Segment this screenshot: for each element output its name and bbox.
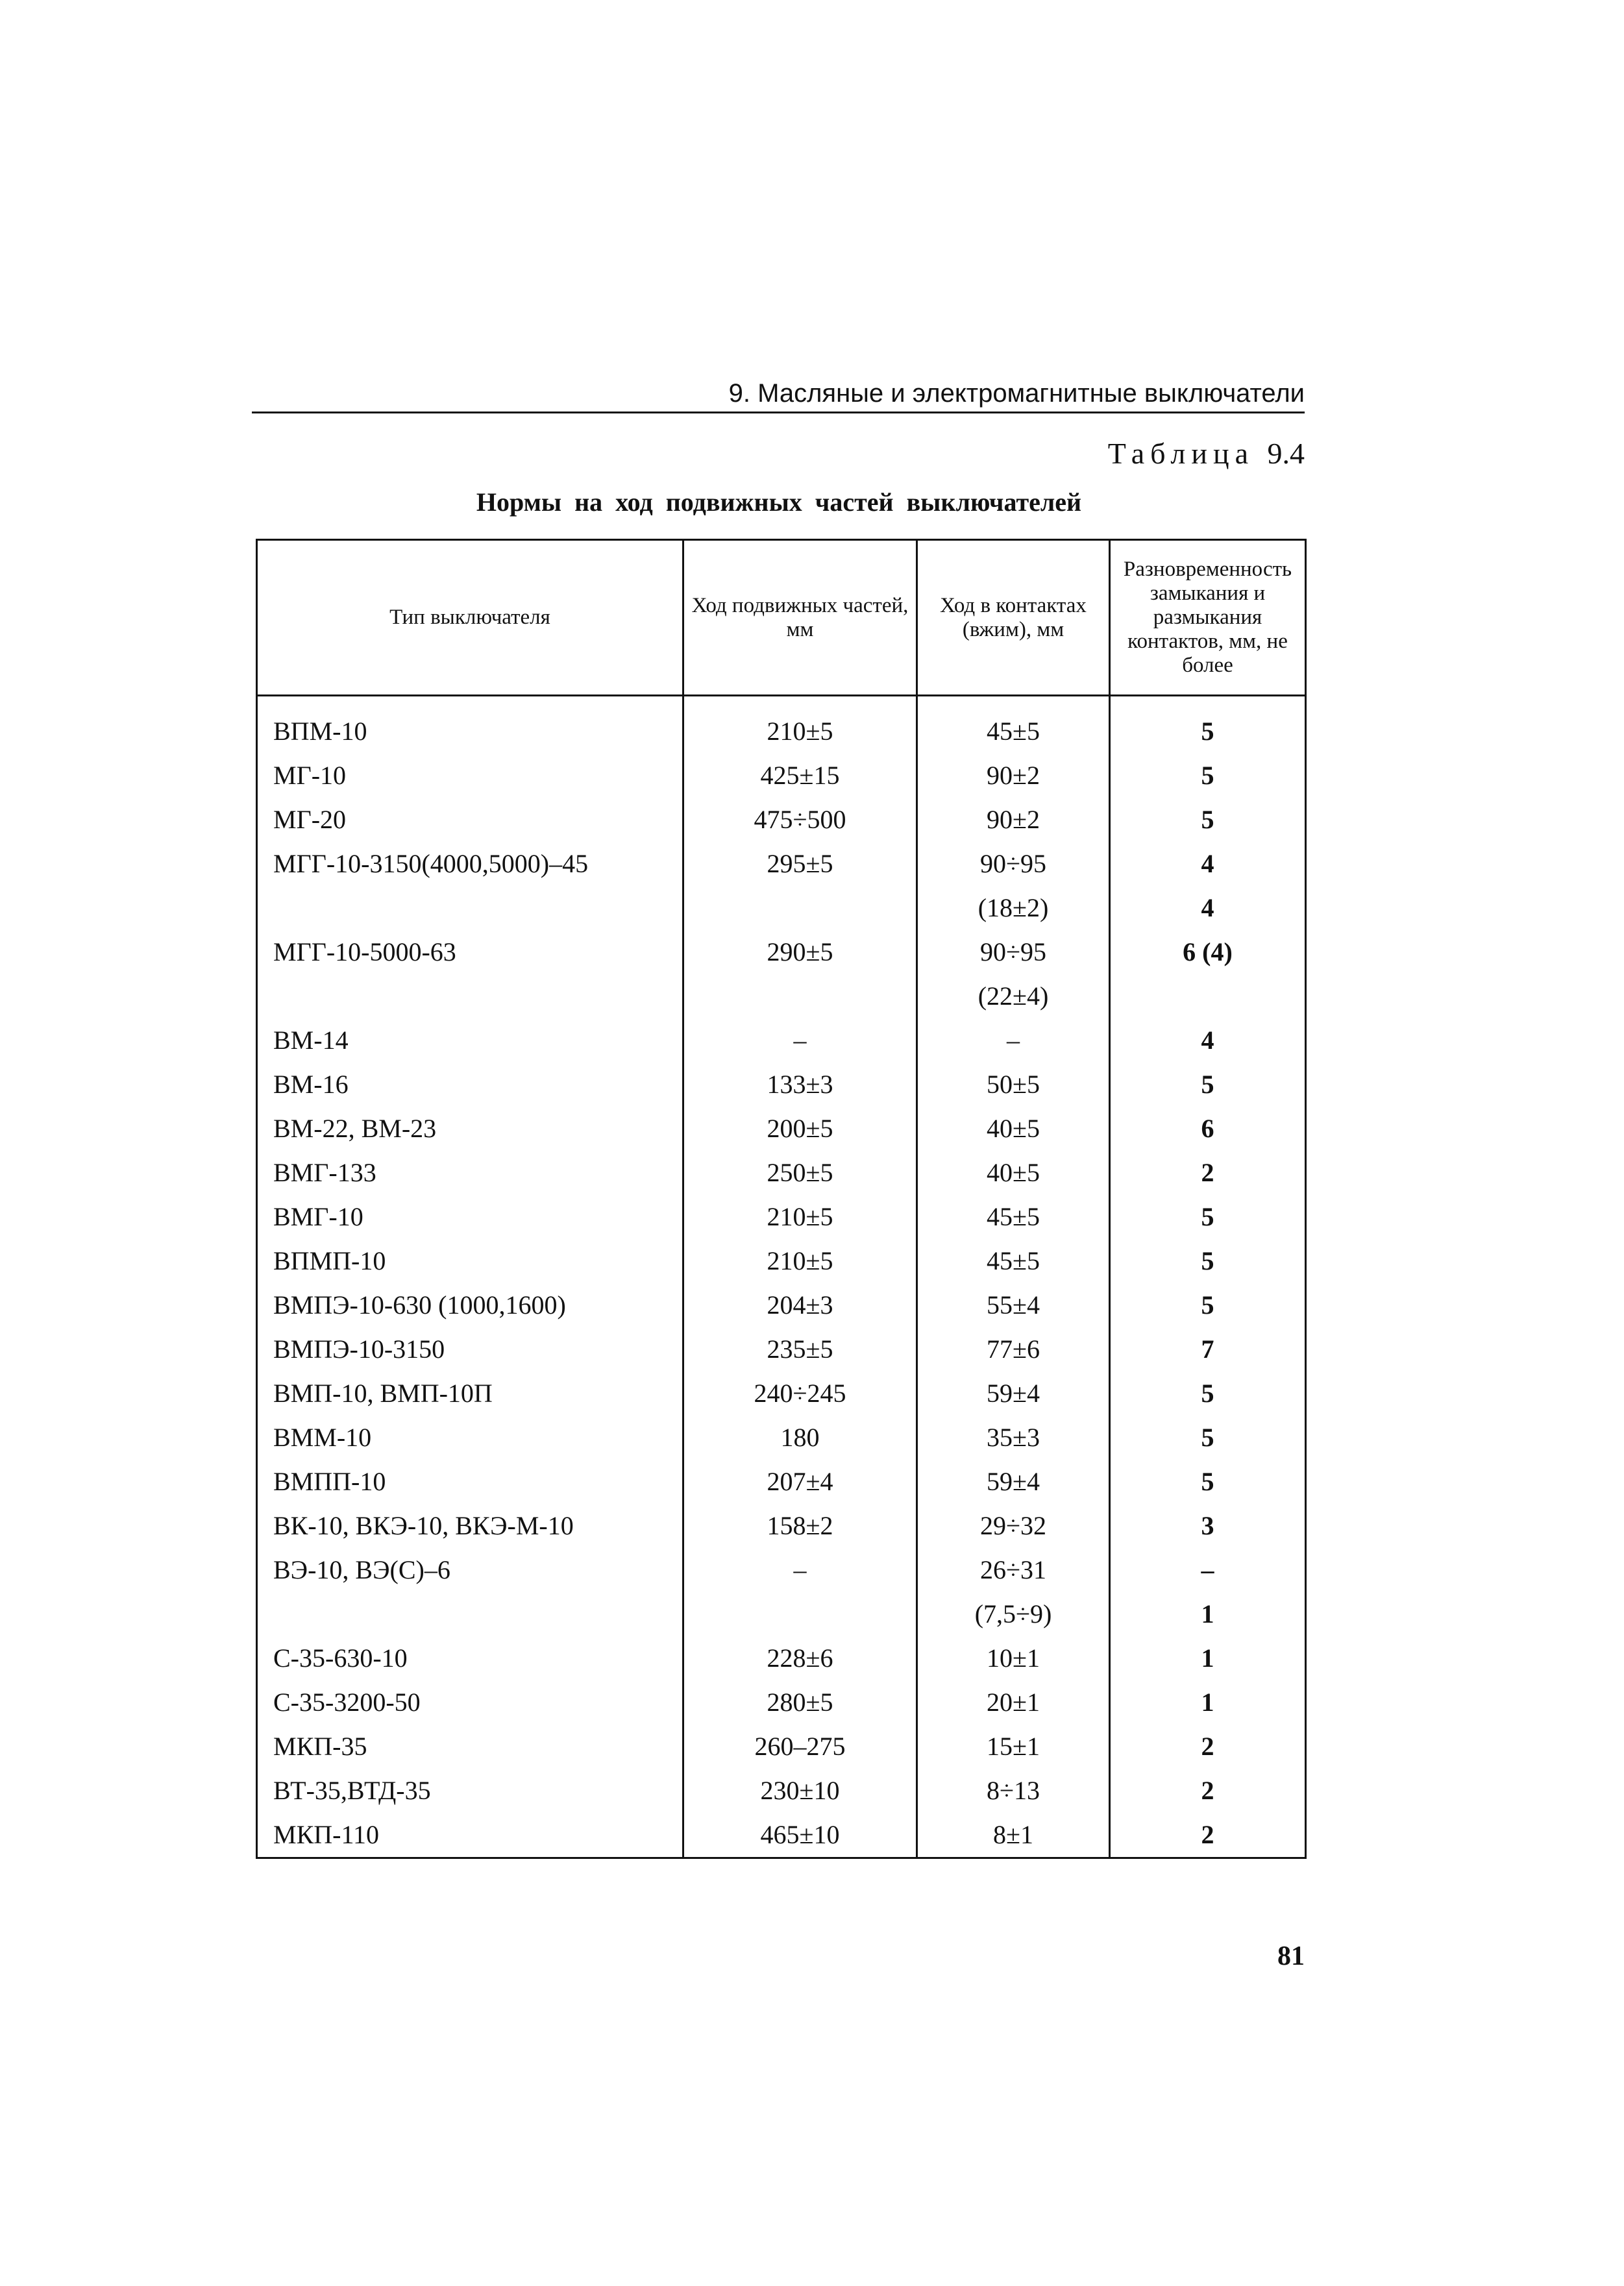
cell-moving-parts-stroke: 295±5 bbox=[683, 842, 917, 886]
cell-timing-difference: 2 bbox=[1110, 1725, 1306, 1769]
cell-moving-parts-stroke: – bbox=[683, 1548, 917, 1592]
cell-contact-stroke: 45±5 bbox=[917, 696, 1110, 754]
table-label bbox=[974, 436, 1305, 471]
cell-timing-difference: 5 bbox=[1110, 754, 1306, 798]
cell-contact-stroke: 29÷32 bbox=[917, 1504, 1110, 1548]
table-row bbox=[257, 842, 1306, 886]
cell-moving-parts-stroke: 260–275 bbox=[683, 1725, 917, 1769]
cell-contact-stroke: 40±5 bbox=[917, 1151, 1110, 1195]
table-body bbox=[257, 696, 1306, 1858]
cell-switch-type bbox=[257, 1592, 683, 1636]
cell-switch-type: ВМПЭ-10-630 (1000,1600) bbox=[257, 1283, 683, 1327]
cell-timing-difference: 5 bbox=[1110, 798, 1306, 842]
cell-timing-difference: 6 (4) bbox=[1110, 930, 1306, 974]
cell-switch-type: ВМ-14 bbox=[257, 1018, 683, 1063]
cell-timing-difference: 4 bbox=[1110, 1018, 1306, 1063]
table-row bbox=[257, 1416, 1306, 1460]
cell-moving-parts-stroke: 204±3 bbox=[683, 1283, 917, 1327]
cell-moving-parts-stroke: 207±4 bbox=[683, 1460, 917, 1504]
table-row bbox=[257, 1283, 1306, 1327]
cell-moving-parts-stroke: 425±15 bbox=[683, 754, 917, 798]
cell-switch-type bbox=[257, 974, 683, 1018]
cell-switch-type: ВМП-10, ВМП-10П bbox=[257, 1371, 683, 1416]
cell-contact-stroke: 20±1 bbox=[917, 1680, 1110, 1725]
cell-switch-type: ВМПП-10 bbox=[257, 1460, 683, 1504]
cell-timing-difference: 3 bbox=[1110, 1504, 1306, 1548]
table-row bbox=[257, 1151, 1306, 1195]
cell-contact-stroke: 50±5 bbox=[917, 1063, 1110, 1107]
cell-switch-type: С-35-630-10 bbox=[257, 1636, 683, 1680]
cell-switch-type: МГ-10 bbox=[257, 754, 683, 798]
cell-timing-difference: 1 bbox=[1110, 1592, 1306, 1636]
cell-moving-parts-stroke: 180 bbox=[683, 1416, 917, 1460]
table-row bbox=[257, 1548, 1306, 1592]
cell-contact-stroke: 90±2 bbox=[917, 754, 1110, 798]
cell-switch-type: МГГ-10-5000-63 bbox=[257, 930, 683, 974]
cell-timing-difference: 5 bbox=[1110, 1416, 1306, 1460]
table-header-row bbox=[257, 540, 1306, 696]
cell-moving-parts-stroke: 133±3 bbox=[683, 1063, 917, 1107]
cell-timing-difference bbox=[1110, 974, 1306, 1018]
cell-switch-type: ВМГ-133 bbox=[257, 1151, 683, 1195]
cell-moving-parts-stroke: 228±6 bbox=[683, 1636, 917, 1680]
table-row bbox=[257, 1063, 1306, 1107]
cell-moving-parts-stroke: 200±5 bbox=[683, 1107, 917, 1151]
cell-switch-type: ВМ-16 bbox=[257, 1063, 683, 1107]
cell-moving-parts-stroke bbox=[683, 886, 917, 930]
cell-moving-parts-stroke: 240÷245 bbox=[683, 1371, 917, 1416]
cell-moving-parts-stroke: 290±5 bbox=[683, 930, 917, 974]
cell-moving-parts-stroke: – bbox=[683, 1018, 917, 1063]
cell-moving-parts-stroke: 250±5 bbox=[683, 1151, 917, 1195]
cell-timing-difference: 5 bbox=[1110, 1063, 1306, 1107]
cell-switch-type: ВММ-10 bbox=[257, 1416, 683, 1460]
cell-switch-type: ВПМП-10 bbox=[257, 1239, 683, 1283]
cell-timing-difference: 2 bbox=[1110, 1813, 1306, 1858]
cell-contact-stroke: 55±4 bbox=[917, 1283, 1110, 1327]
cell-timing-difference: 6 bbox=[1110, 1107, 1306, 1151]
table-row bbox=[257, 1592, 1306, 1636]
cell-moving-parts-stroke: 465±10 bbox=[683, 1813, 917, 1858]
cell-contact-stroke: – bbox=[917, 1018, 1110, 1063]
header-contact-timing-difference: Разновременность замыкания и размыкания контактов, мм, не более bbox=[1110, 540, 1306, 696]
cell-timing-difference: 5 bbox=[1110, 1283, 1306, 1327]
cell-contact-stroke: 90÷95 bbox=[917, 842, 1110, 886]
cell-switch-type: МГ-20 bbox=[257, 798, 683, 842]
cell-timing-difference: 5 bbox=[1110, 1195, 1306, 1239]
cell-timing-difference: 7 bbox=[1110, 1327, 1306, 1371]
table-row bbox=[257, 1239, 1306, 1283]
table-caption: Нормы на ход подвижных частей выключателей bbox=[476, 487, 1082, 517]
cell-switch-type: ВМГ-10 bbox=[257, 1195, 683, 1239]
table-row bbox=[257, 1107, 1306, 1151]
cell-switch-type: ВПМ-10 bbox=[257, 696, 683, 754]
header-contact-stroke: Ход в контактах (вжим), мм bbox=[917, 540, 1110, 696]
table-row bbox=[257, 1018, 1306, 1063]
cell-timing-difference: 1 bbox=[1110, 1680, 1306, 1725]
running-head: 9. Масляные и электромагнитные выключатели bbox=[252, 378, 1305, 413]
cell-switch-type: МГГ-10-3150(4000,5000)–45 bbox=[257, 842, 683, 886]
cell-contact-stroke: 26÷31 bbox=[917, 1548, 1110, 1592]
cell-contact-stroke: 45±5 bbox=[917, 1195, 1110, 1239]
cell-contact-stroke: 8±1 bbox=[917, 1813, 1110, 1858]
cell-timing-difference: 4 bbox=[1110, 886, 1306, 930]
cell-moving-parts-stroke: 230±10 bbox=[683, 1769, 917, 1813]
cell-moving-parts-stroke: 210±5 bbox=[683, 1195, 917, 1239]
cell-contact-stroke: 35±3 bbox=[917, 1416, 1110, 1460]
cell-timing-difference: 2 bbox=[1110, 1151, 1306, 1195]
cell-switch-type: МКП-110 bbox=[257, 1813, 683, 1858]
cell-contact-stroke: 59±4 bbox=[917, 1460, 1110, 1504]
cell-contact-stroke: 90±2 bbox=[917, 798, 1110, 842]
cell-switch-type bbox=[257, 886, 683, 930]
table-row bbox=[257, 1813, 1306, 1858]
cell-contact-stroke: 77±6 bbox=[917, 1327, 1110, 1371]
page-number: 81 bbox=[1277, 1941, 1305, 1971]
table-row bbox=[257, 1725, 1306, 1769]
cell-moving-parts-stroke: 210±5 bbox=[683, 1239, 917, 1283]
cell-switch-type: ВМПЭ-10-3150 bbox=[257, 1327, 683, 1371]
cell-contact-stroke: (7,5÷9) bbox=[917, 1592, 1110, 1636]
cell-switch-type: ВТ-35,ВТД-35 bbox=[257, 1769, 683, 1813]
cell-moving-parts-stroke: 235±5 bbox=[683, 1327, 917, 1371]
cell-timing-difference: 4 bbox=[1110, 842, 1306, 886]
cell-timing-difference: 5 bbox=[1110, 1460, 1306, 1504]
cell-moving-parts-stroke: 210±5 bbox=[683, 696, 917, 754]
cell-contact-stroke: 15±1 bbox=[917, 1725, 1110, 1769]
cell-contact-stroke: 10±1 bbox=[917, 1636, 1110, 1680]
cell-moving-parts-stroke bbox=[683, 974, 917, 1018]
cell-timing-difference: – bbox=[1110, 1548, 1306, 1592]
table-row bbox=[257, 754, 1306, 798]
table-row bbox=[257, 1195, 1306, 1239]
cell-contact-stroke: 59±4 bbox=[917, 1371, 1110, 1416]
cell-switch-type: С-35-3200-50 bbox=[257, 1680, 683, 1725]
header-switch-type: Тип выключателя bbox=[257, 540, 683, 696]
cell-moving-parts-stroke: 158±2 bbox=[683, 1504, 917, 1548]
cell-moving-parts-stroke: 475÷500 bbox=[683, 798, 917, 842]
table-row bbox=[257, 1327, 1306, 1371]
cell-contact-stroke: (18±2) bbox=[917, 886, 1110, 930]
cell-contact-stroke: 90÷95 bbox=[917, 930, 1110, 974]
cell-contact-stroke: 8÷13 bbox=[917, 1769, 1110, 1813]
cell-moving-parts-stroke: 280±5 bbox=[683, 1680, 917, 1725]
table-row bbox=[257, 930, 1306, 974]
header-moving-parts-stroke: Ход подвижных частей, мм bbox=[683, 540, 917, 696]
table-row bbox=[257, 696, 1306, 754]
table-row bbox=[257, 1460, 1306, 1504]
cell-switch-type: МКП-35 bbox=[257, 1725, 683, 1769]
table-row bbox=[257, 1636, 1306, 1680]
cell-timing-difference: 5 bbox=[1110, 696, 1306, 754]
cell-switch-type: ВМ-22, ВМ-23 bbox=[257, 1107, 683, 1151]
cell-moving-parts-stroke bbox=[683, 1592, 917, 1636]
table-row bbox=[257, 1504, 1306, 1548]
table-label-word: Таблица bbox=[1107, 437, 1254, 470]
table-row bbox=[257, 1680, 1306, 1725]
cell-switch-type: ВК-10, ВКЭ-10, ВКЭ-М-10 bbox=[257, 1504, 683, 1548]
cell-contact-stroke: 40±5 bbox=[917, 1107, 1110, 1151]
norms-table bbox=[256, 539, 1307, 1859]
cell-switch-type: ВЭ-10, ВЭ(С)–6 bbox=[257, 1548, 683, 1592]
table-row bbox=[257, 1371, 1306, 1416]
table-row bbox=[257, 886, 1306, 930]
cell-timing-difference: 5 bbox=[1110, 1371, 1306, 1416]
cell-timing-difference: 2 bbox=[1110, 1769, 1306, 1813]
table-row bbox=[257, 798, 1306, 842]
table-row bbox=[257, 974, 1306, 1018]
cell-contact-stroke: 45±5 bbox=[917, 1239, 1110, 1283]
table-row bbox=[257, 1769, 1306, 1813]
cell-timing-difference: 5 bbox=[1110, 1239, 1306, 1283]
table-label-number: 9.4 bbox=[1267, 437, 1305, 470]
cell-contact-stroke: (22±4) bbox=[917, 974, 1110, 1018]
cell-timing-difference: 1 bbox=[1110, 1636, 1306, 1680]
